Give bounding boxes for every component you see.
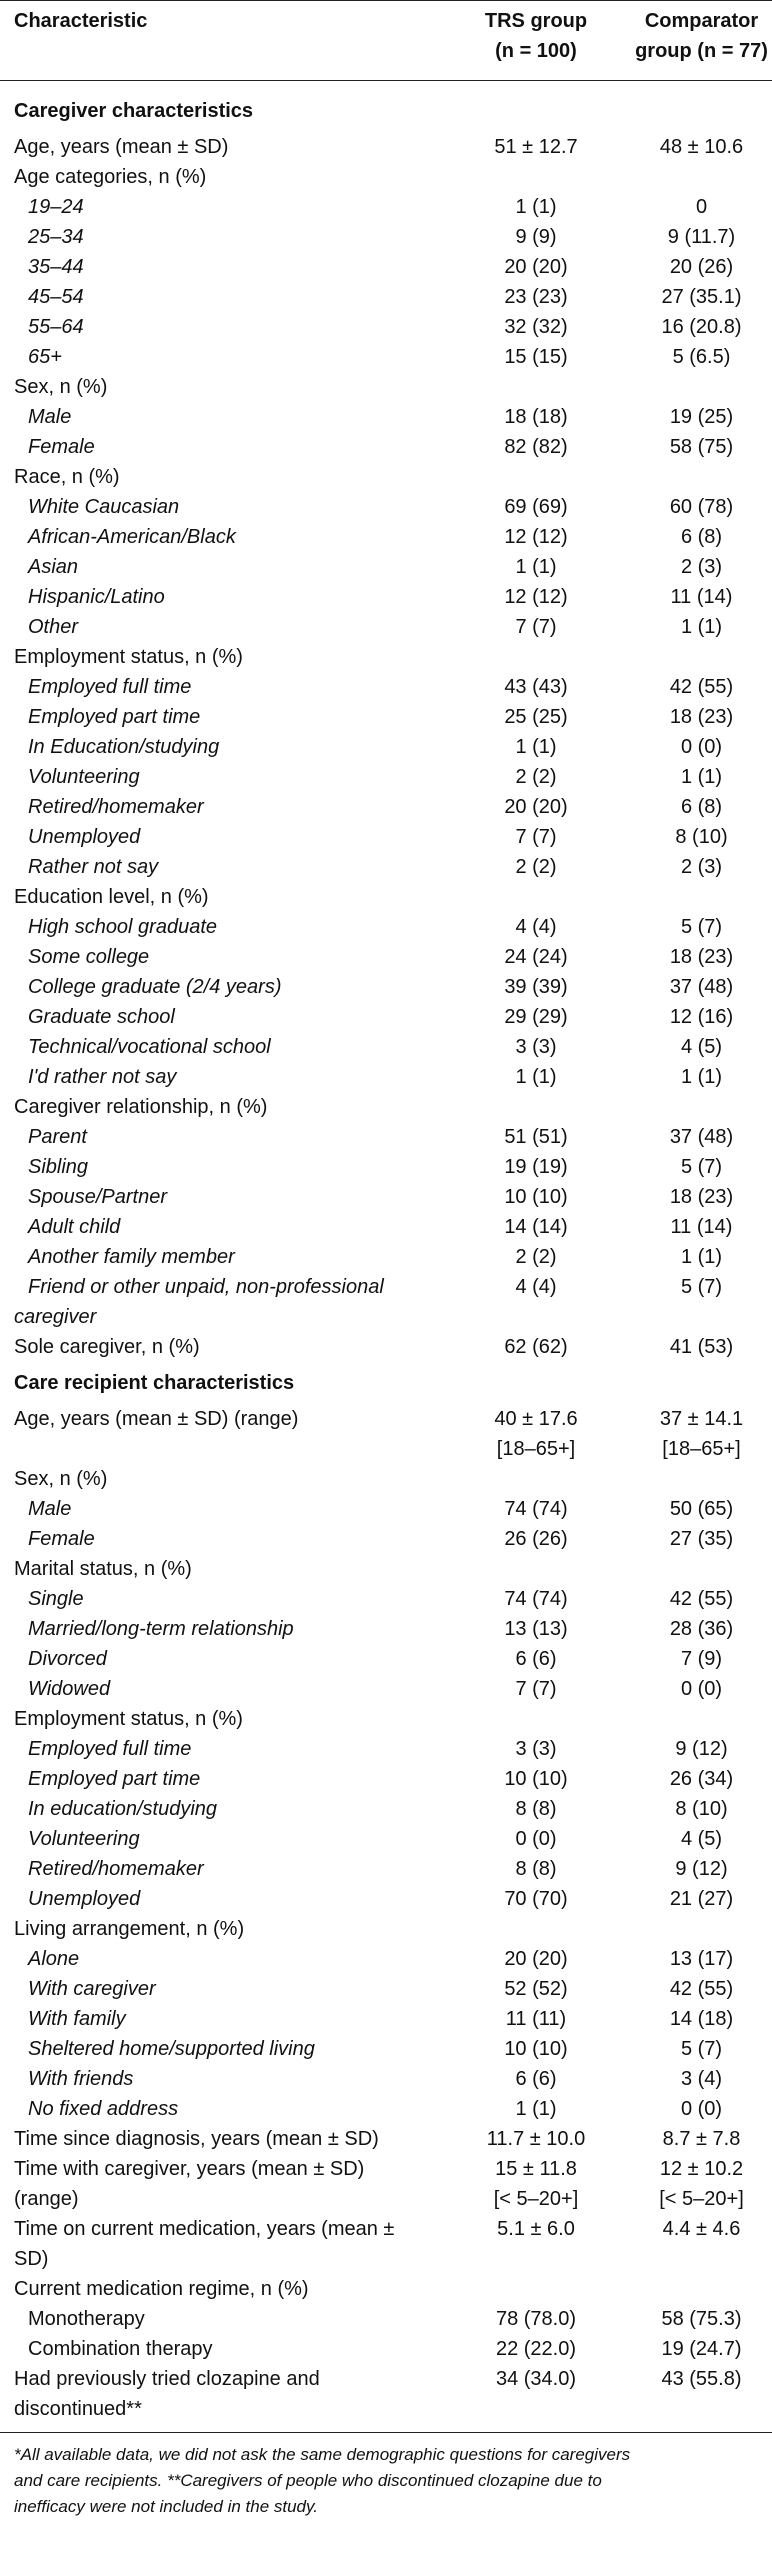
trs-value: 15 ± 11.8	[495, 2158, 577, 2180]
trs-value: 6 (6)	[515, 2068, 557, 2090]
table-row	[0, 1674, 772, 1704]
table-row	[0, 612, 772, 642]
row-label: Employed full time	[28, 1738, 192, 1760]
row-label: Adult child	[28, 1216, 121, 1238]
trs-value: 11 (11)	[505, 2008, 567, 2030]
footnote-line-3: inefficacy were not included in the study.	[14, 2497, 318, 2516]
row-label: Single	[28, 1588, 84, 1610]
table-footnote	[14, 2442, 762, 2520]
table-row	[0, 1944, 772, 1974]
row-label: 35–44	[28, 256, 84, 278]
row-label: Unemployed	[28, 826, 141, 848]
row-label: Divorced	[28, 1648, 107, 1670]
row-label: Sibling	[28, 1156, 89, 1178]
comparator-value: 6 (8)	[680, 796, 723, 818]
comparator-value: 1 (1)	[680, 1066, 723, 1088]
table-header	[0, 6, 772, 72]
table-row	[0, 2064, 772, 2094]
row-label: Sole caregiver, n (%)	[14, 1336, 200, 1358]
comparator-value: 5 (7)	[680, 1276, 723, 1298]
bottom-rule	[0, 2432, 772, 2433]
comparator-value: 42 (55)	[669, 1588, 734, 1610]
comparator-value: 18 (23)	[669, 706, 734, 728]
table-row	[0, 702, 772, 732]
trs-value: 3 (3)	[515, 1036, 557, 1058]
trs-value: 12 (12)	[504, 586, 568, 608]
trs-value: 1 (1)	[515, 1066, 557, 1088]
row-label: Male	[28, 1498, 72, 1520]
row-label: Rather not say	[28, 856, 159, 878]
row-label: Graduate school	[28, 1006, 175, 1028]
row-label: White Caucasian	[28, 496, 180, 518]
row-label: No fixed address	[28, 2098, 179, 2120]
comparator-value: 11 (14)	[670, 586, 733, 608]
trs-value: 69 (69)	[504, 496, 568, 518]
table-row	[0, 2274, 772, 2304]
row-label: With family	[28, 2008, 126, 2030]
table-row	[0, 2004, 772, 2034]
trs-value: 9 (9)	[515, 226, 557, 248]
header-trs-line2: (n = 100)	[495, 40, 577, 62]
header-rule	[0, 80, 772, 81]
trs-value: 70 (70)	[504, 1888, 568, 1910]
table-row	[0, 1122, 772, 1152]
table-row	[0, 822, 772, 852]
table-row	[0, 1032, 772, 1062]
trs-value: 2 (2)	[515, 766, 557, 788]
row-label: Asian	[28, 556, 79, 578]
comparator-value: 37 (48)	[669, 976, 734, 998]
comparator-value: 41 (53)	[669, 1336, 734, 1358]
row-label: Marital status, n (%)	[14, 1558, 192, 1580]
comparator-value: 58 (75)	[669, 436, 734, 458]
row-label: Living arrangement, n (%)	[14, 1918, 245, 1940]
trs-value: 52 (52)	[504, 1978, 568, 2000]
comparator-value: 4.4 ± 4.6	[662, 2218, 741, 2240]
row-label: I'd rather not say	[28, 1066, 177, 1088]
row-label: 19–24	[28, 196, 84, 218]
row-label: In education/studying	[28, 1798, 218, 1820]
trs-value: 24 (24)	[504, 946, 568, 968]
trs-value: 8 (8)	[515, 1798, 557, 1820]
row-label: 25–34	[28, 226, 84, 248]
table-row	[0, 1062, 772, 1092]
table-row	[0, 732, 772, 762]
row-label: Combination therapy	[28, 2338, 213, 2360]
row-label: Sex, n (%)	[14, 1468, 108, 1490]
table-row	[0, 282, 772, 312]
comparator-value: 27 (35)	[669, 1528, 734, 1550]
trs-value: 1 (1)	[515, 736, 557, 758]
row-label: Alone	[28, 1948, 80, 1970]
trs-value: 6 (6)	[515, 1648, 557, 1670]
table-row	[0, 1824, 772, 1854]
trs-value-range: [< 5–20+]	[493, 2188, 579, 2210]
comparator-value: 26 (34)	[669, 1768, 734, 1790]
row-label: Sheltered home/supported living	[28, 2038, 315, 2060]
row-label: 65+	[28, 346, 62, 368]
table-row	[0, 1734, 772, 1764]
row-label: Unemployed	[28, 1888, 141, 1910]
row-label: Employment status, n (%)	[14, 646, 243, 668]
comparator-value: 0 (0)	[680, 2098, 723, 2120]
row-label: Friend or other unpaid, non-professional	[28, 1276, 384, 1298]
table-row	[0, 1644, 772, 1674]
trs-value: 14 (14)	[504, 1216, 568, 1238]
trs-value: 1 (1)	[515, 556, 557, 578]
comparator-value: 5 (7)	[680, 916, 723, 938]
row-label: With friends	[28, 2068, 134, 2090]
comparator-value: 0 (0)	[680, 736, 723, 758]
table-row	[0, 2154, 772, 2214]
comparator-value: 48 ± 10.6	[659, 136, 744, 158]
comparator-value: 27 (35.1)	[661, 286, 742, 308]
table-row	[0, 1464, 772, 1494]
trs-value: 22 (22.0)	[495, 2338, 577, 2360]
comparator-value-range: [18–65+]	[662, 1438, 741, 1460]
row-label: Widowed	[28, 1678, 111, 1700]
trs-value: 39 (39)	[504, 976, 568, 998]
row-label: Other	[28, 616, 79, 638]
comparator-value: 8 (10)	[675, 1798, 728, 1820]
table-row	[0, 1152, 772, 1182]
row-label: 45–54	[28, 286, 84, 308]
table-row	[0, 2034, 772, 2064]
table-row	[0, 1614, 772, 1644]
table-row	[0, 522, 772, 552]
comparator-value: 60 (78)	[669, 496, 734, 518]
row-label: In Education/studying	[28, 736, 220, 758]
trs-value: 19 (19)	[504, 1156, 568, 1178]
row-label: Employment status, n (%)	[14, 1708, 243, 1730]
row-label-continued: (range)	[14, 2188, 79, 2210]
comparator-value: 18 (23)	[669, 946, 734, 968]
row-label: Race, n (%)	[14, 466, 120, 488]
table-row	[0, 342, 772, 372]
comparator-value: 37 (48)	[669, 1126, 734, 1148]
trs-value: 11.7 ± 10.0	[486, 2128, 586, 2150]
comparator-value: 21 (27)	[669, 1888, 734, 1910]
table-row	[0, 462, 772, 492]
row-label: 55–64	[28, 316, 84, 338]
table-row	[0, 642, 772, 672]
comparator-value: 12 (16)	[669, 1006, 734, 1028]
trs-value: 23 (23)	[504, 286, 568, 308]
table-row	[0, 252, 772, 282]
trs-value: 62 (62)	[504, 1336, 568, 1358]
row-label: Employed full time	[28, 676, 192, 698]
footnote-line-1: *All available data, we did not ask the same demographic questions for caregivers	[14, 2445, 631, 2464]
table-row	[0, 192, 772, 222]
table-row	[0, 132, 772, 162]
comparator-value: 2 (3)	[680, 856, 723, 878]
table-row	[0, 1404, 772, 1464]
table-row	[0, 432, 772, 462]
row-label: Age categories, n (%)	[14, 166, 207, 188]
header-comp-line1: Comparator	[644, 10, 759, 32]
row-label: Monotherapy	[28, 2308, 145, 2330]
header-comp-line2: group (n = 77)	[635, 40, 768, 62]
trs-value: 4 (4)	[515, 916, 557, 938]
comparator-value: 7 (9)	[680, 1648, 723, 1670]
table-row	[0, 1704, 772, 1734]
header-characteristic: Characteristic	[14, 10, 148, 32]
trs-value: 78 (78.0)	[495, 2308, 577, 2330]
row-label: Time on current medication, years (mean ±	[14, 2218, 395, 2240]
trs-value: 3 (3)	[515, 1738, 557, 1760]
table-row	[0, 1974, 772, 2004]
comparator-value: 1 (1)	[680, 1246, 723, 1268]
table-row	[0, 1272, 772, 1332]
row-label-continued: caregiver	[14, 1306, 97, 1328]
trs-value: 82 (82)	[504, 436, 568, 458]
comparator-value: 5 (7)	[680, 1156, 723, 1178]
trs-value: 29 (29)	[504, 1006, 568, 1028]
section-title: Care recipient characteristics	[14, 1372, 295, 1394]
footnote-line-2: and care recipients. **Caregivers of people who discontinued clozapine due to	[14, 2471, 602, 2490]
comparator-value: 50 (65)	[669, 1498, 734, 1520]
table-row	[0, 1182, 772, 1212]
table-row	[0, 2334, 772, 2364]
comparator-value: 0	[695, 196, 708, 218]
comparator-value: 5 (7)	[680, 2038, 723, 2060]
table-row	[0, 1584, 772, 1614]
table-row	[0, 852, 772, 882]
row-label: Spouse/Partner	[28, 1186, 167, 1208]
trs-value: 51 (51)	[504, 1126, 568, 1148]
row-label: Employed part time	[28, 1768, 201, 1790]
table-row	[0, 1854, 772, 1884]
comparator-value: 9 (12)	[675, 1858, 728, 1880]
row-label: Hispanic/Latino	[28, 586, 165, 608]
trs-value: 7 (7)	[515, 826, 557, 848]
row-label: Sex, n (%)	[14, 376, 108, 398]
comparator-value: 4 (5)	[680, 1036, 723, 1058]
row-label: Female	[28, 436, 95, 458]
table-row	[0, 1242, 772, 1272]
top-rule	[0, 0, 772, 1]
row-label: Retired/homemaker	[28, 796, 204, 818]
table-row	[0, 162, 772, 192]
row-label: College graduate (2/4 years)	[28, 976, 282, 998]
header-trs-line1: TRS group	[484, 10, 588, 32]
section-title: Caregiver characteristics	[14, 100, 254, 122]
comparator-value: 42 (55)	[669, 676, 734, 698]
comparator-value: 28 (36)	[669, 1618, 734, 1640]
trs-value-range: [18–65+]	[496, 1438, 576, 1460]
trs-value: 8 (8)	[515, 1858, 557, 1880]
table-row	[0, 1002, 772, 1032]
table-row	[0, 222, 772, 252]
table-row	[0, 1494, 772, 1524]
trs-value: 74 (74)	[504, 1498, 568, 1520]
trs-value: 0 (0)	[515, 1828, 557, 1850]
trs-value: 74 (74)	[504, 1588, 568, 1610]
comparator-value-range: [< 5–20+]	[659, 2188, 744, 2210]
trs-value: 34 (34.0)	[495, 2368, 577, 2390]
row-label: Married/long-term relationship	[28, 1618, 294, 1640]
table-row	[0, 2304, 772, 2334]
table-row	[0, 1884, 772, 1914]
table-row	[0, 2214, 772, 2274]
comparator-value: 18 (23)	[669, 1186, 734, 1208]
table-row	[0, 1794, 772, 1824]
comparator-value: 8 (10)	[675, 826, 728, 848]
trs-value: 26 (26)	[504, 1528, 568, 1550]
table-row	[0, 2094, 772, 2124]
trs-value: 7 (7)	[515, 1678, 557, 1700]
comparator-value: 12 ± 10.2	[659, 2158, 744, 2180]
trs-value: 2 (2)	[515, 856, 557, 878]
table-row	[0, 2364, 772, 2424]
header-comparator-group	[631, 6, 772, 66]
comparator-value: 58 (75.3)	[661, 2308, 742, 2330]
comparator-value: 42 (55)	[669, 1978, 734, 2000]
comparator-value: 2 (3)	[680, 556, 723, 578]
table-row	[0, 582, 772, 612]
trs-value: 20 (20)	[504, 796, 568, 818]
table-row	[0, 552, 772, 582]
table-row	[0, 1914, 772, 1944]
table-row	[0, 2124, 772, 2154]
trs-value: 10 (10)	[504, 1768, 568, 1790]
comparator-value: 19 (24.7)	[661, 2338, 742, 2360]
row-label: Employed part time	[28, 706, 201, 728]
row-label: Time with caregiver, years (mean ± SD)	[14, 2158, 365, 2180]
comparator-value: 37 ± 14.1	[659, 1408, 744, 1430]
comparator-value: 13 (17)	[669, 1948, 734, 1970]
trs-value: 10 (10)	[504, 1186, 568, 1208]
row-label: Current medication regime, n (%)	[14, 2278, 309, 2300]
row-label: African-American/Black	[28, 526, 236, 548]
table-row	[0, 792, 772, 822]
comparator-value: 20 (26)	[669, 256, 734, 278]
row-label: Age, years (mean ± SD)	[14, 136, 229, 158]
row-label: Time since diagnosis, years (mean ± SD)	[14, 2128, 379, 2150]
trs-value: 32 (32)	[504, 316, 568, 338]
comparator-value: 8.7 ± 7.8	[662, 2128, 741, 2150]
table-row	[0, 942, 772, 972]
comparator-value: 1 (1)	[680, 616, 723, 638]
trs-value: 1 (1)	[515, 2098, 557, 2120]
table-row	[0, 1524, 772, 1554]
trs-value: 12 (12)	[504, 526, 568, 548]
row-label-continued: discontinued**	[14, 2398, 142, 2420]
table-row	[0, 312, 772, 342]
row-label: Caregiver relationship, n (%)	[14, 1096, 268, 1118]
comparator-value: 19 (25)	[669, 406, 734, 428]
trs-value: 15 (15)	[504, 346, 568, 368]
trs-value: 10 (10)	[504, 2038, 568, 2060]
table-row	[0, 912, 772, 942]
row-label: Had previously tried clozapine and	[14, 2368, 320, 2390]
table-row	[0, 492, 772, 522]
row-label: Retired/homemaker	[28, 1858, 204, 1880]
trs-value: 51 ± 12.7	[494, 136, 578, 158]
table-row	[0, 882, 772, 912]
trs-value: 2 (2)	[515, 1246, 557, 1268]
table-row	[0, 972, 772, 1002]
row-label: Another family member	[28, 1246, 235, 1268]
row-label: Volunteering	[28, 766, 140, 788]
row-label: Age, years (mean ± SD) (range)	[14, 1408, 299, 1430]
trs-value: 43 (43)	[504, 676, 568, 698]
row-label: Volunteering	[28, 1828, 140, 1850]
trs-value: 40 ± 17.6	[494, 1408, 578, 1430]
table-row	[0, 1332, 772, 1362]
table-row	[0, 1092, 772, 1122]
comparator-value: 3 (4)	[680, 2068, 723, 2090]
table-row	[0, 762, 772, 792]
comparator-value: 11 (14)	[670, 1216, 733, 1238]
row-label: High school graduate	[28, 916, 218, 938]
comparator-value: 6 (8)	[680, 526, 723, 548]
table-row	[0, 672, 772, 702]
trs-value: 18 (18)	[504, 406, 568, 428]
comparator-value: 5 (6.5)	[672, 346, 731, 368]
table-row	[0, 372, 772, 402]
comparator-value: 4 (5)	[680, 1828, 723, 1850]
comparator-value: 43 (55.8)	[661, 2368, 742, 2390]
row-label: With caregiver	[28, 1978, 156, 2000]
header-trs-group	[441, 6, 631, 66]
row-label: Some college	[28, 946, 150, 968]
trs-value: 5.1 ± 6.0	[497, 2218, 575, 2240]
comparator-value: 14 (18)	[669, 2008, 734, 2030]
table-row	[0, 1212, 772, 1242]
trs-value: 20 (20)	[504, 256, 568, 278]
trs-value: 20 (20)	[504, 1948, 568, 1970]
row-label: Technical/vocational school	[28, 1036, 271, 1058]
trs-value: 25 (25)	[504, 706, 568, 728]
row-label: Female	[28, 1528, 95, 1550]
row-label: Male	[28, 406, 72, 428]
table-row	[0, 402, 772, 432]
trs-value: 1 (1)	[515, 196, 557, 218]
trs-value: 4 (4)	[515, 1276, 557, 1298]
table-row	[0, 1764, 772, 1794]
trs-value: 7 (7)	[515, 616, 557, 638]
comparator-value: 1 (1)	[680, 766, 723, 788]
row-label-continued: SD)	[14, 2248, 49, 2270]
row-label: Parent	[28, 1126, 87, 1148]
trs-value: 13 (13)	[504, 1618, 568, 1640]
row-label: Education level, n (%)	[14, 886, 209, 908]
table-row	[0, 1554, 772, 1584]
comparator-value: 0 (0)	[680, 1678, 723, 1700]
comparator-value: 9 (12)	[675, 1738, 728, 1760]
comparator-value: 9 (11.7)	[667, 226, 736, 248]
comparator-value: 16 (20.8)	[661, 316, 742, 338]
